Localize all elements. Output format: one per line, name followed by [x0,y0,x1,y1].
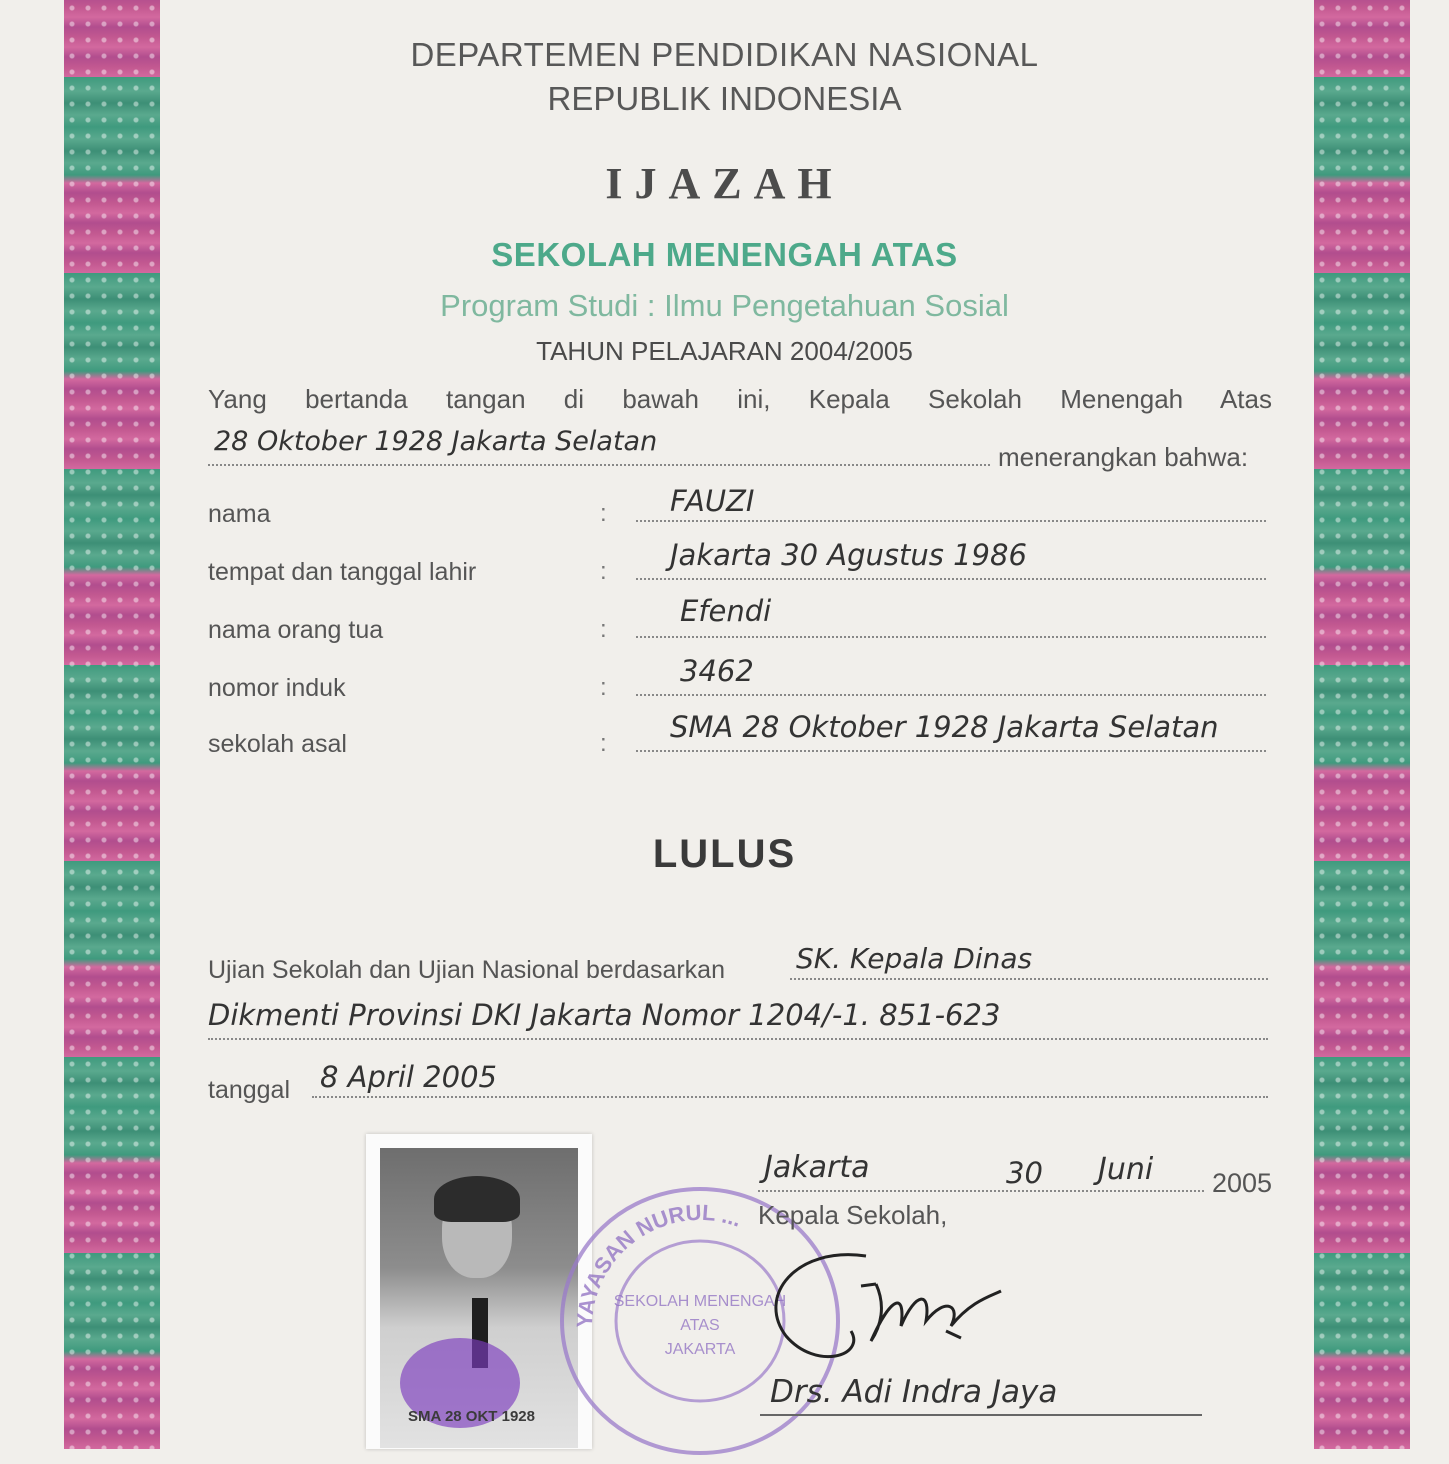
field-colon: : [600,674,607,701]
principal-name-line [760,1414,1202,1416]
seal-inner-line1: SEKOLAH MENENGAH [613,1293,787,1310]
date-value: 8 April 2005 [320,1060,497,1094]
date-dotline [312,1096,1268,1098]
field-line [636,636,1266,638]
ornamental-border-left [64,0,160,1449]
field-label-nomor-induk: nomor induk [208,674,346,702]
field-value-nomor-induk: 3462 [680,654,754,688]
field-value-ttl: Jakarta 30 Agustus 1986 [670,538,1027,572]
school-type-heading: SEKOLAH MENENGAH ATAS [491,236,958,273]
field-colon: : [600,616,607,643]
date-label: tanggal [208,1076,291,1104]
signing-city: Jakarta [764,1150,870,1185]
field-label-orang-tua: nama orang tua [208,616,384,644]
signing-year: 2005 [1212,1168,1273,1198]
school-name-line [208,464,990,466]
basis-dotline2 [208,1038,1268,1040]
signing-date-line [758,1190,1204,1192]
result-status: LULUS [652,832,797,876]
seal-arc-text: YAYASAN NURUL ... [571,1199,746,1329]
republic-heading: REPUBLIK INDONESIA [547,80,902,117]
principal-name: Drs. Adi Indra Jaya [770,1374,1058,1410]
field-value-sekolah-asal: SMA 28 Oktober 1928 Jakarta Selatan [670,710,1219,744]
basis-label: Ujian Sekolah dan Ujian Nasional berdasarkan [208,956,725,984]
seal-inner-line3: JAKARTA [664,1341,736,1358]
basis-dotline [790,978,1268,980]
ministry-heading: DEPARTEMEN PENDIDIKAN NASIONAL [410,36,1039,73]
photo-stamp-text: SMA 28 OKT 1928 [408,1408,535,1425]
field-label-ttl: tempat dan tanggal lahir [208,558,477,586]
program-study: Program Studi : Ilmu Pengetahuan Sosial [440,288,1009,323]
photo-hair [434,1176,520,1222]
school-name-handwritten: 28 Oktober 1928 Jakarta Selatan [214,426,658,457]
signing-month: Juni [1098,1152,1154,1187]
photo-image [380,1148,578,1448]
field-line [636,750,1266,752]
field-colon: : [600,730,607,757]
seal-inner-line2: ATAS [680,1317,720,1334]
intro-text: Yang bertanda tangan di bawah ini, Kepala Sekolah Menengah Atas [208,384,1272,414]
basis-line1: SK. Kepala Dinas [796,942,1033,975]
intro-suffix: menerangkan bahwa: [998,442,1249,472]
principal-signature [756,1236,1036,1376]
document-title: IJAZAH [605,159,844,208]
field-value-orang-tua: Efendi [680,594,772,628]
ornamental-border-right [1314,0,1410,1449]
field-colon: : [600,500,607,527]
signer-position: Kepala Sekolah, [758,1200,948,1230]
academic-year: TAHUN PELAJARAN 2004/2005 [536,336,913,366]
signing-day: 30 [1006,1156,1043,1190]
field-line [636,578,1266,580]
field-colon: : [600,558,607,585]
basis-line2: Dikmenti Provinsi DKI Jakarta Nomor 1204/-1. 851-623 [208,998,1001,1032]
field-value-nama: FAUZI [670,484,755,518]
field-label-sekolah-asal: sekolah asal [208,730,347,758]
field-label-nama: nama [208,500,271,528]
field-line [636,520,1266,522]
field-line [636,694,1266,696]
